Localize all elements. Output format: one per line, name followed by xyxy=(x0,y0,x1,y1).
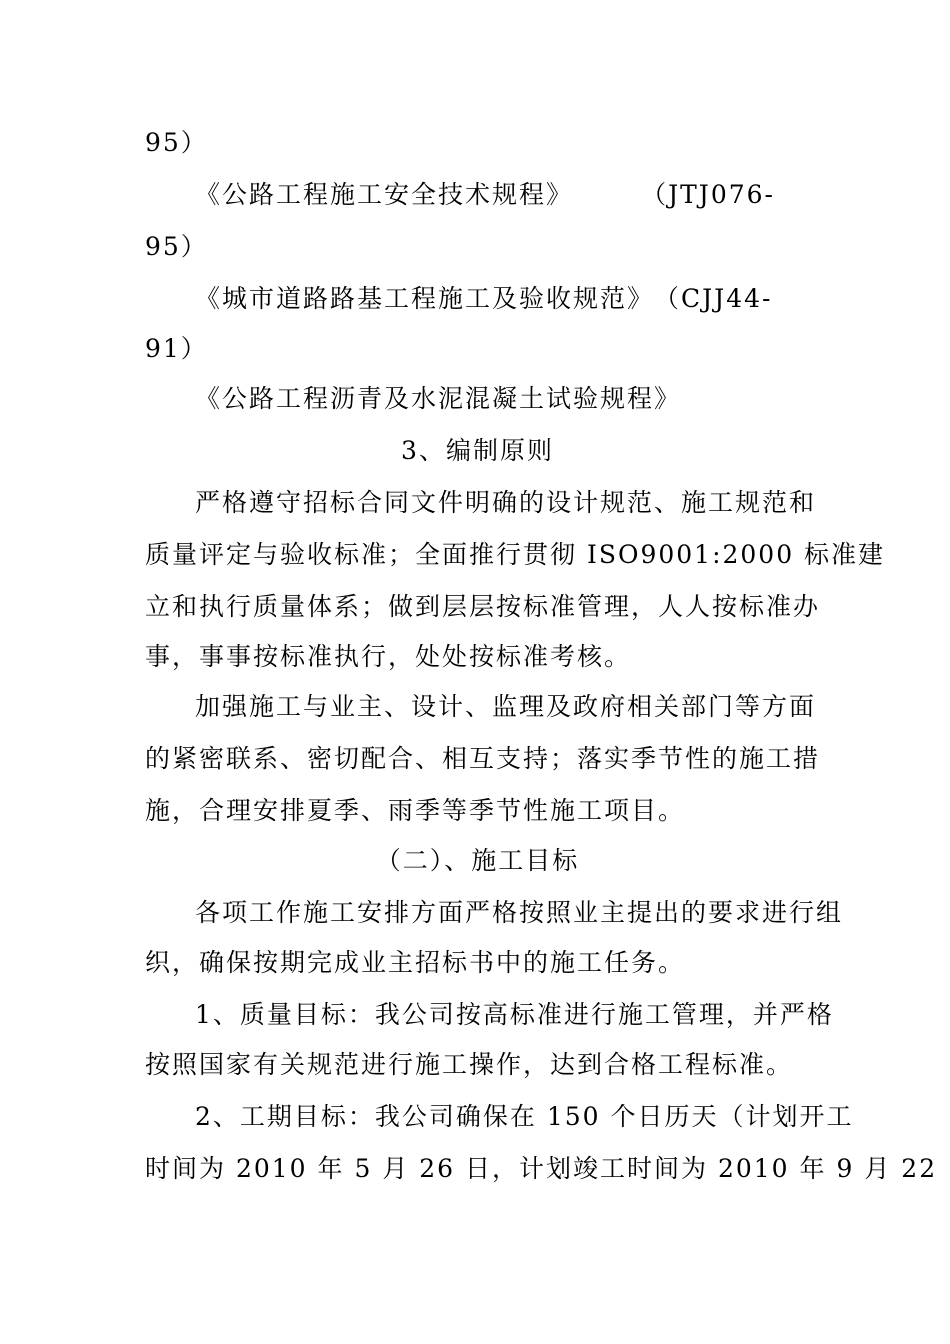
section-heading-goals: （二）、施工目标 xyxy=(375,846,580,875)
reference-urban-road xyxy=(195,284,773,314)
reference-code-continuation: 95） xyxy=(145,232,208,261)
reference-code-continuation: 95） xyxy=(145,128,208,157)
paragraph-line: 按照国家有关规范进行施工操作，达到合格工程标准。 xyxy=(145,1050,794,1079)
section-heading-principles: 3、编制原则 xyxy=(401,436,554,465)
reference-code: （CJJ44- xyxy=(654,284,773,313)
reference-title: 《城市道路路基工程施工及验收规范》 xyxy=(195,284,655,313)
paragraph-line: 各项工作施工安排方面严格按照业主提出的要求进行组 xyxy=(195,898,844,927)
reference-code-continuation: 91） xyxy=(145,334,208,363)
paragraph-line: 的紧密联系、密切配合、相互支持；落实季节性的施工措 xyxy=(145,744,821,773)
paragraph-line: 事，事事按标准执行，处处按标准考核。 xyxy=(145,642,632,671)
reference-asphalt-test: 《公路工程沥青及水泥混凝土试验规程》 xyxy=(195,384,682,413)
paragraph-line: 质量评定与验收标准；全面推行贯彻 ISO9001:2000 标准建 xyxy=(145,540,886,569)
reference-safety-rules xyxy=(195,180,775,210)
paragraph-line: 施，合理安排夏季、雨季等季节性施工项目。 xyxy=(145,796,686,825)
paragraph-line: 织，确保按期完成业主招标书中的施工任务。 xyxy=(145,948,686,977)
paragraph-line: 时间为 2010 年 5 月 26 日，计划竣工时间为 2010 年 9 月 22 xyxy=(145,1154,938,1183)
paragraph-line: 加强施工与业主、设计、监理及政府相关部门等方面 xyxy=(195,692,817,721)
reference-code: （JTJ076- xyxy=(641,180,775,209)
paragraph-line: 严格遵守招标合同文件明确的设计规范、施工规范和 xyxy=(195,488,817,517)
paragraph-line: 1、质量目标：我公司按高标准进行施工管理，并严格 xyxy=(195,1000,834,1029)
paragraph-line: 立和执行质量体系；做到层层按标准管理，人人按标准办 xyxy=(145,592,821,621)
reference-title: 《公路工程施工安全技术规程》 xyxy=(195,180,574,209)
paragraph-line: 2、工期目标：我公司确保在 150 个日历天（计划开工 xyxy=(195,1102,854,1131)
